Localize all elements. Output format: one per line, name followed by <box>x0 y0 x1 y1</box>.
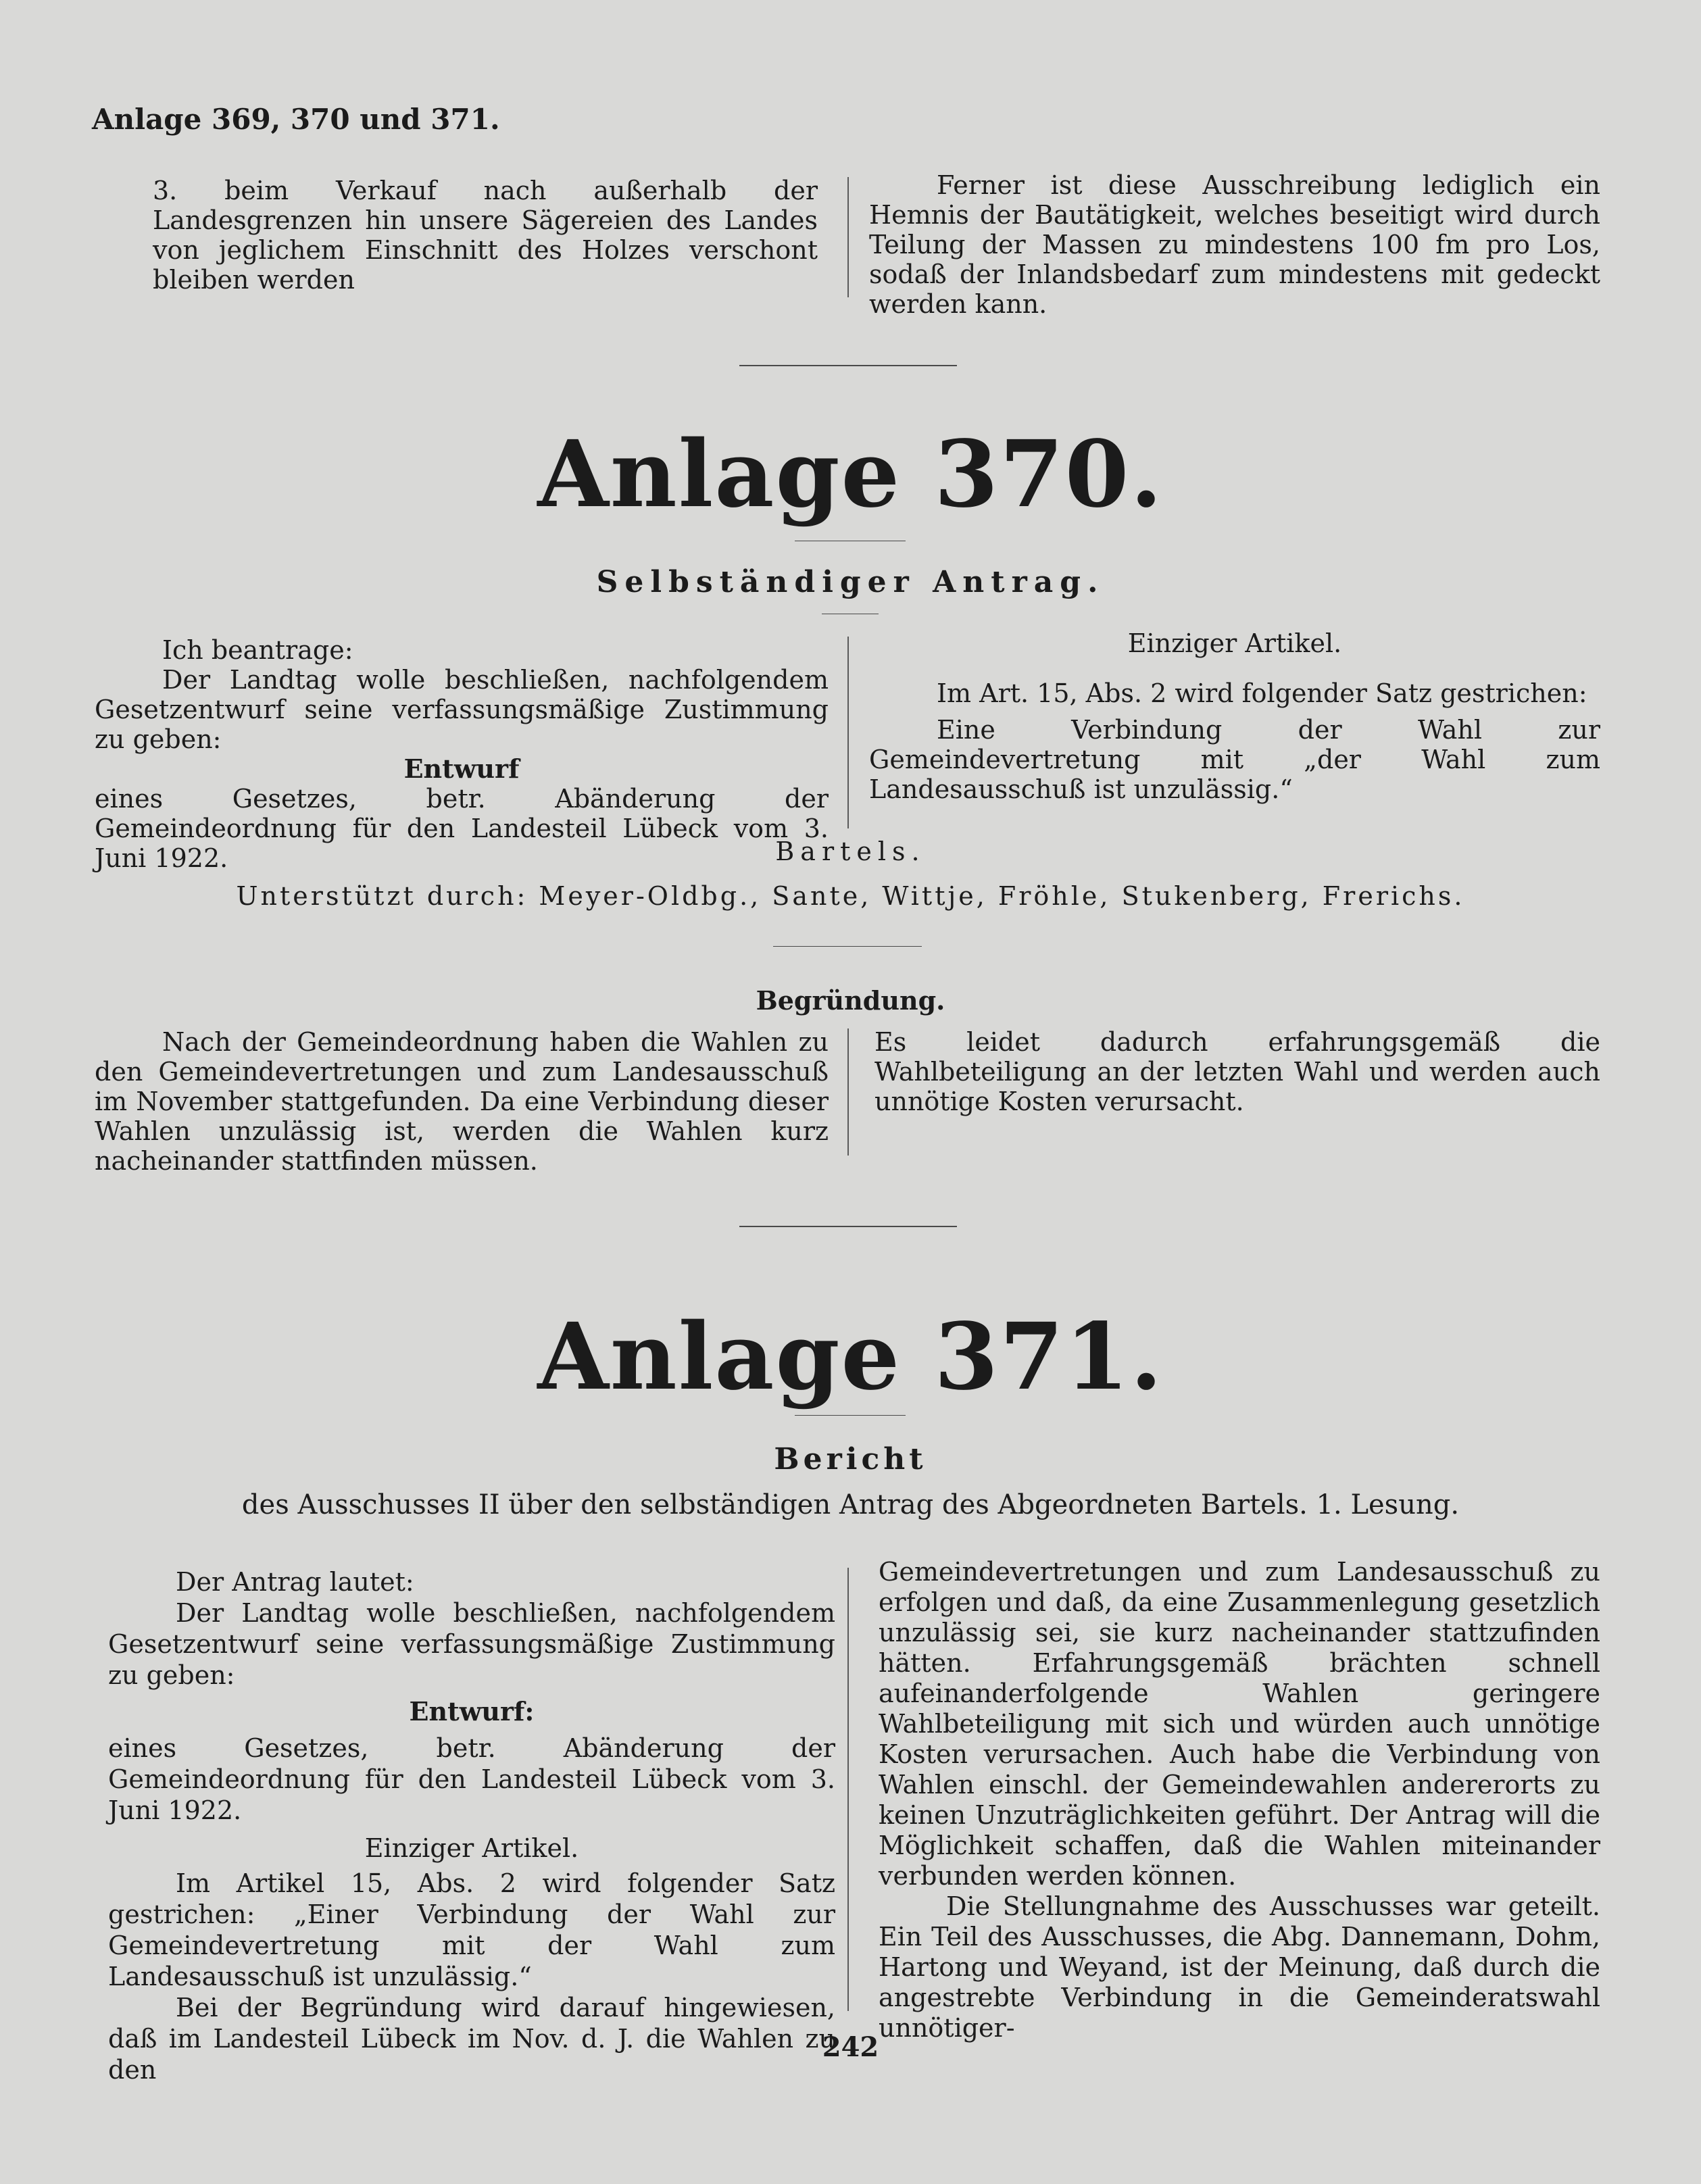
a370-signer: Bartels. <box>775 837 926 866</box>
a370-begruendung-right-text: Es leidet dadurch erfahrungsgemäß die Wahlbeteiligung an der letzten Wahl und werden auch unnötige Kosten verursacht. <box>874 1027 1600 1116</box>
a370-artikel-text: Im Art. 15, Abs. 2 wird folgender Satz gestrichen: <box>937 678 1587 708</box>
section-divider-2 <box>739 1226 957 1227</box>
section-divider <box>739 365 957 366</box>
a371-entwurf-text: eines Gesetzes, betr. Abänderung der Gemeindeordnung für den Landesteil Lübeck vom 3. Juni 1922. <box>108 1733 835 1825</box>
running-header: Anlage 369, 370 und 371. <box>92 103 500 136</box>
top-right-column <box>869 170 1600 319</box>
a371-right-text-1: Gemeindevertretungen und zum Landesausschuß zu erfolgen und daß, da eine Zusammenlegung gesetzlich unzulässig sei, sie kurz nacheinander stattzufinden hätten. Erfahrungsgemäß brächten schnell aufeinanderfolgende Wahlen geringere Wahlbeteiligung mit sich und würden auch unnötige Kosten verursachen. Auch habe die Verbindung von Wahlen einschl. der Gemeindewahlen andererorts zu keinen Unzuträglichkeiten geführt. Der Antrag will die Möglichkeit schaffen, daß die Wahlen miteinander verbunden werden können. <box>879 1557 1600 1891</box>
a371-right-text-2: Die Stellungnahme des Ausschusses war geteilt. Ein Teil des Ausschusses, die Abg. Dannemann, Dohm, Hartong und Weyand, ist der Meinung, daß durch die angestrebte Verbindung in die Gemeinderatswahl unnötiger- <box>879 1891 1600 2043</box>
a370-begruendung-divider <box>847 1028 849 1156</box>
title-rule-2 <box>795 1415 906 1416</box>
anlage-371-subtitle: Bericht <box>774 1442 927 1476</box>
anlage-370-subtitle: Selbständiger Antrag. <box>596 565 1105 599</box>
a371-antrag-intro: Der Antrag lautet: <box>176 1567 414 1597</box>
a370-supporters: Unterstützt durch: Meyer-Oldbg., Sante, Wittje, Fröhle, Stukenberg, Frerichs. <box>236 881 1465 911</box>
page-number: 242 <box>822 2031 879 2063</box>
a370-right-column <box>869 628 1600 804</box>
a371-entwurf-heading: Entwurf: <box>409 1696 535 1727</box>
top-left-text: 3. beim Verkauf nach außerhalb der Landesgrenzen hin unsere Sägereien des Landes von jeglichem Einschnitt des Holzes verschont bleiben werden <box>153 176 818 295</box>
a371-report-line: des Ausschusses II über den selbständigen Antrag des Abgeordneten Bartels. 1. Lesung. <box>241 1489 1460 1520</box>
begruendung-rule <box>773 946 922 947</box>
a371-column-divider <box>847 1568 849 2011</box>
a370-entwurf-text: eines Gesetzes, betr. Abänderung der Gemeindeordnung für den Landesteil Lübeck vom 3. Juni 1922. <box>95 784 829 873</box>
top-column-divider <box>847 177 849 297</box>
a370-column-divider <box>847 637 849 828</box>
a370-begruendung-right <box>874 1027 1600 1116</box>
top-left-column <box>153 176 818 295</box>
a371-begruendung-text: Bei der Begründung wird darauf hingewiesen, daß im Landesteil Lübeck im Nov. d. J. die Wahlen zu den <box>108 1993 835 2085</box>
a370-begruendung-title: Begründung. <box>756 985 945 1016</box>
a370-request-intro: Ich beantrage: <box>162 635 353 665</box>
a371-artikel-heading: Einziger Artikel. <box>364 1833 579 1863</box>
a371-antrag-text: Der Landtag wolle beschließen, nachfolgendem Gesetzentwurf seine verfassungsmäßige Zustimmung zu geben: <box>108 1598 835 1690</box>
top-right-text: Ferner ist diese Ausschreibung lediglich ein Hemnis der Bautätigkeit, welches beseitigt wird durch Teilung der Massen zu mindestens 100 fm pro Los, sodaß der Inlandsbedarf zum mindestens mit gedeckt werden kann. <box>869 170 1600 319</box>
a370-begruendung-left <box>95 1027 829 1176</box>
anlage-370-title: Anlage 370. <box>537 420 1164 528</box>
a370-begruendung-left-text: Nach der Gemeindeordnung haben die Wahlen zu den Gemeindevertretungen und zum Landesausschuß im November stattgefunden. Da eine Verbindung dieser Wahlen unzulässig ist, werden die Wahlen kurz nacheinander stattfinden müssen. <box>95 1027 829 1176</box>
a370-entwurf-heading: Entwurf <box>403 753 520 784</box>
a370-artikel-heading: Einziger Artikel. <box>1127 628 1342 658</box>
a371-right-column <box>879 1557 1600 2043</box>
anlage-371-title: Anlage 371. <box>537 1303 1164 1411</box>
a370-request-text: Der Landtag wolle beschließen, nachfolgendem Gesetzentwurf seine verfassungsmäßige Zustimmung zu geben: <box>95 665 829 754</box>
a371-artikel-text: Im Artikel 15, Abs. 2 wird folgender Satz gestrichen: „Einer Verbindung der Wahl zur Gemeindevertretung mit der Wahl zum Landesausschuß ist unzulässig.“ <box>108 1868 835 1991</box>
a370-artikel-quote: Eine Verbindung der Wahl zur Gemeindevertretung mit „der Wahl zum Landesausschuß ist unzulässig.“ <box>869 715 1600 804</box>
a371-left-column <box>108 1566 835 2085</box>
